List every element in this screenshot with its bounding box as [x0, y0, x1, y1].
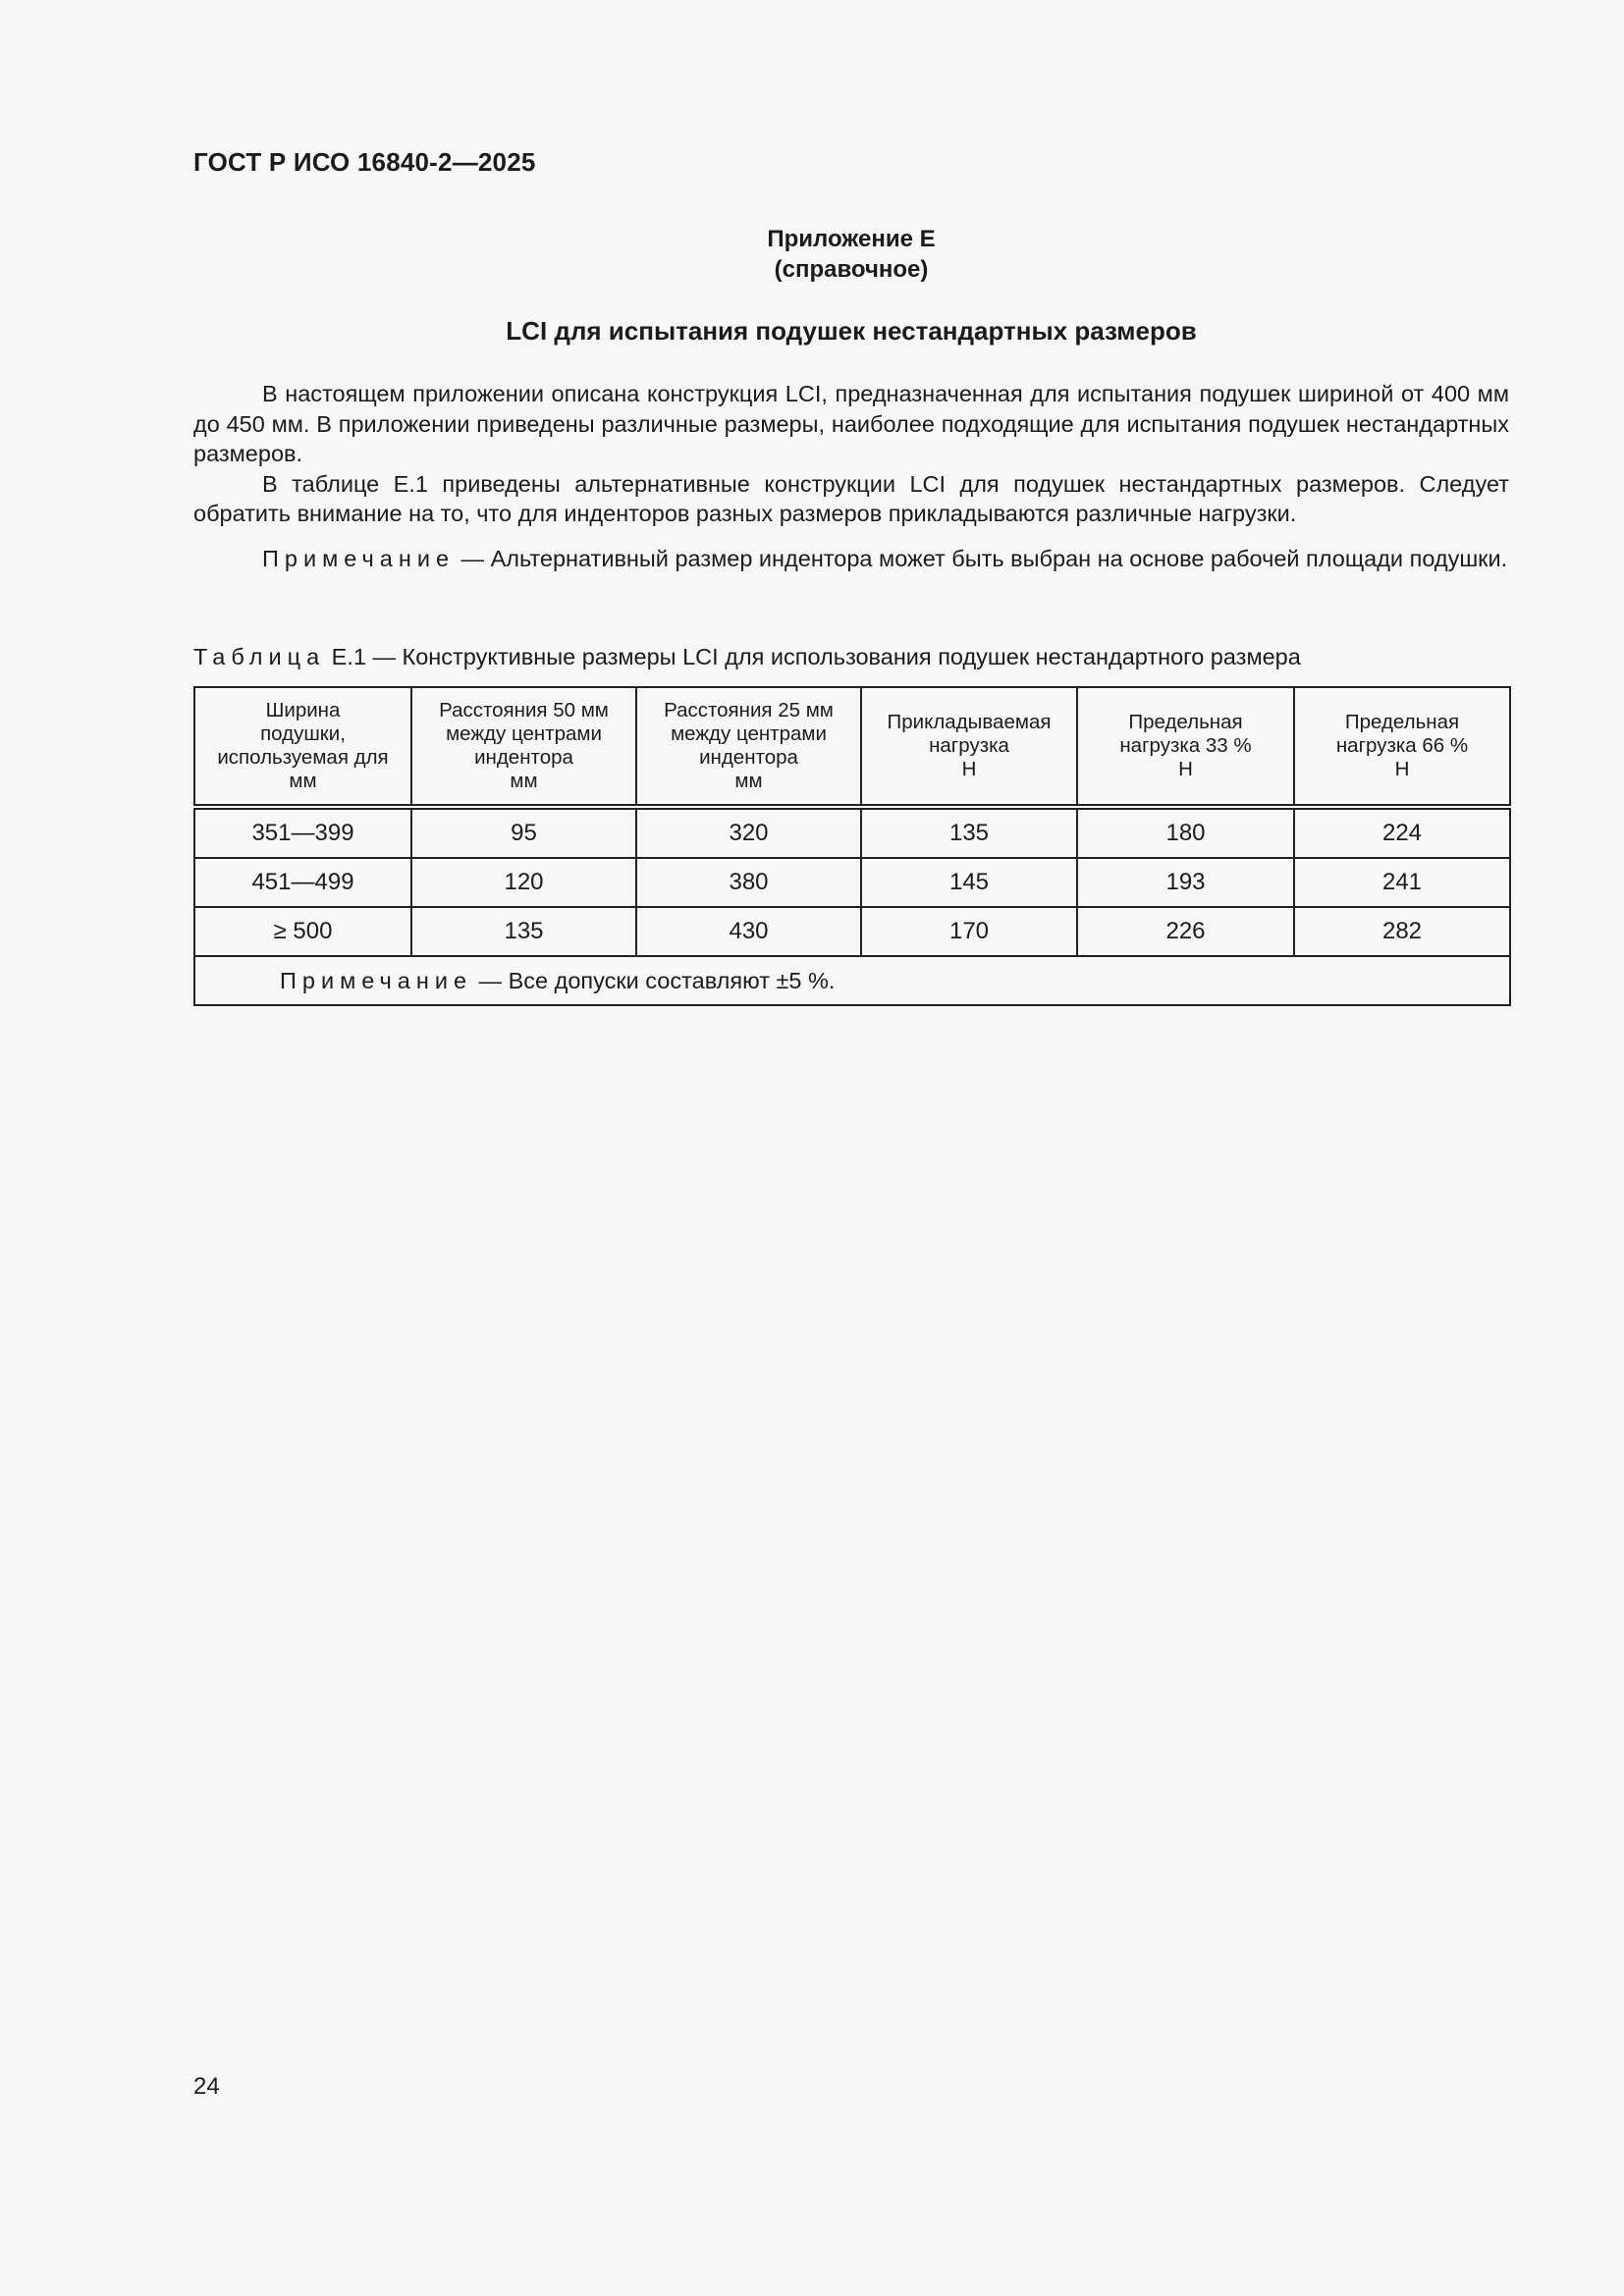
paragraph: В таблице Е.1 приведены альтернативные конструкции LCI для подушек нестандартных размеров. Следует обратить внимание на то, что для инденторов разных размеров прикладываются различные нагрузки.	[193, 470, 1509, 526]
table-cell: ≥ 500	[194, 907, 411, 956]
table-cell: 430	[636, 907, 861, 956]
table-cell: 241	[1294, 858, 1510, 907]
section-title: LCI для испытания подушек нестандартных размеров	[506, 316, 1197, 346]
column-header: Предельная нагрузка 33 % Н	[1077, 687, 1294, 807]
table-caption-text: Е.1 — Конструктивные размеры LCI для использования подушек нестандартного размера	[325, 644, 1301, 669]
annex-heading	[193, 224, 1509, 285]
table-note-row	[194, 956, 1510, 1005]
table-row	[194, 858, 1510, 907]
column-header: Предельная нагрузка 66 % Н	[1294, 687, 1510, 807]
table-cell: 193	[1077, 858, 1294, 907]
note-dash: —	[455, 545, 491, 571]
table-cell: 282	[1294, 907, 1510, 956]
table-header-row	[194, 687, 1510, 807]
table-cell: 145	[861, 858, 1077, 907]
table-cell: 380	[636, 858, 861, 907]
table-cell: 95	[411, 807, 636, 858]
note	[193, 544, 1509, 574]
table-cell: 226	[1077, 907, 1294, 956]
table-cell: 180	[1077, 807, 1294, 858]
annex-label: Приложение Е	[767, 226, 936, 252]
note-text: Альтернативный размер индентора может быть выбран на основе рабочей площади подушки.	[490, 545, 1508, 571]
table-row	[194, 907, 1510, 956]
annex-type: (справочное)	[774, 256, 929, 283]
document-code: ГОСТ Р ИСО 16840-2—2025	[193, 147, 536, 177]
table-cell: 135	[861, 807, 1077, 858]
table-cell: 120	[411, 858, 636, 907]
column-header: Расстояния 50 мм между центрами индентора мм	[411, 687, 636, 807]
dimensions-table	[193, 686, 1511, 1006]
table-caption	[193, 644, 1529, 670]
table-cell: 451—499	[194, 858, 411, 907]
column-header: Прикладываемая нагрузка Н	[861, 687, 1077, 807]
table-cell: 351—399	[194, 807, 411, 858]
note-label: Примечание	[262, 545, 456, 571]
table-note-dash: —	[472, 967, 509, 993]
table-note-label: Примечание	[280, 967, 473, 993]
table-cell: 135	[411, 907, 636, 956]
table-note-text: Все допуски составляют ±5 %.	[508, 967, 836, 993]
table-cell: 170	[861, 907, 1077, 956]
table-row	[194, 807, 1510, 858]
column-header: Расстояния 25 мм между центрами индентора мм	[636, 687, 861, 807]
table-caption-label: Таблица	[193, 644, 326, 669]
paragraph: В настоящем приложении описана конструкция LCI, предназначенная для испытания подушек шириной от 400 мм до 450 мм. В приложении приведены различные размеры, наиболее подходящие для испытания подушек нестандартных размеров.	[193, 381, 1509, 466]
body-text	[193, 379, 1509, 573]
table-note	[194, 956, 1510, 1005]
table-cell: 320	[636, 807, 861, 858]
table-cell: 224	[1294, 807, 1510, 858]
page-number: 24	[193, 2073, 220, 2100]
column-header: Ширина подушки, используемая для мм	[194, 687, 411, 807]
